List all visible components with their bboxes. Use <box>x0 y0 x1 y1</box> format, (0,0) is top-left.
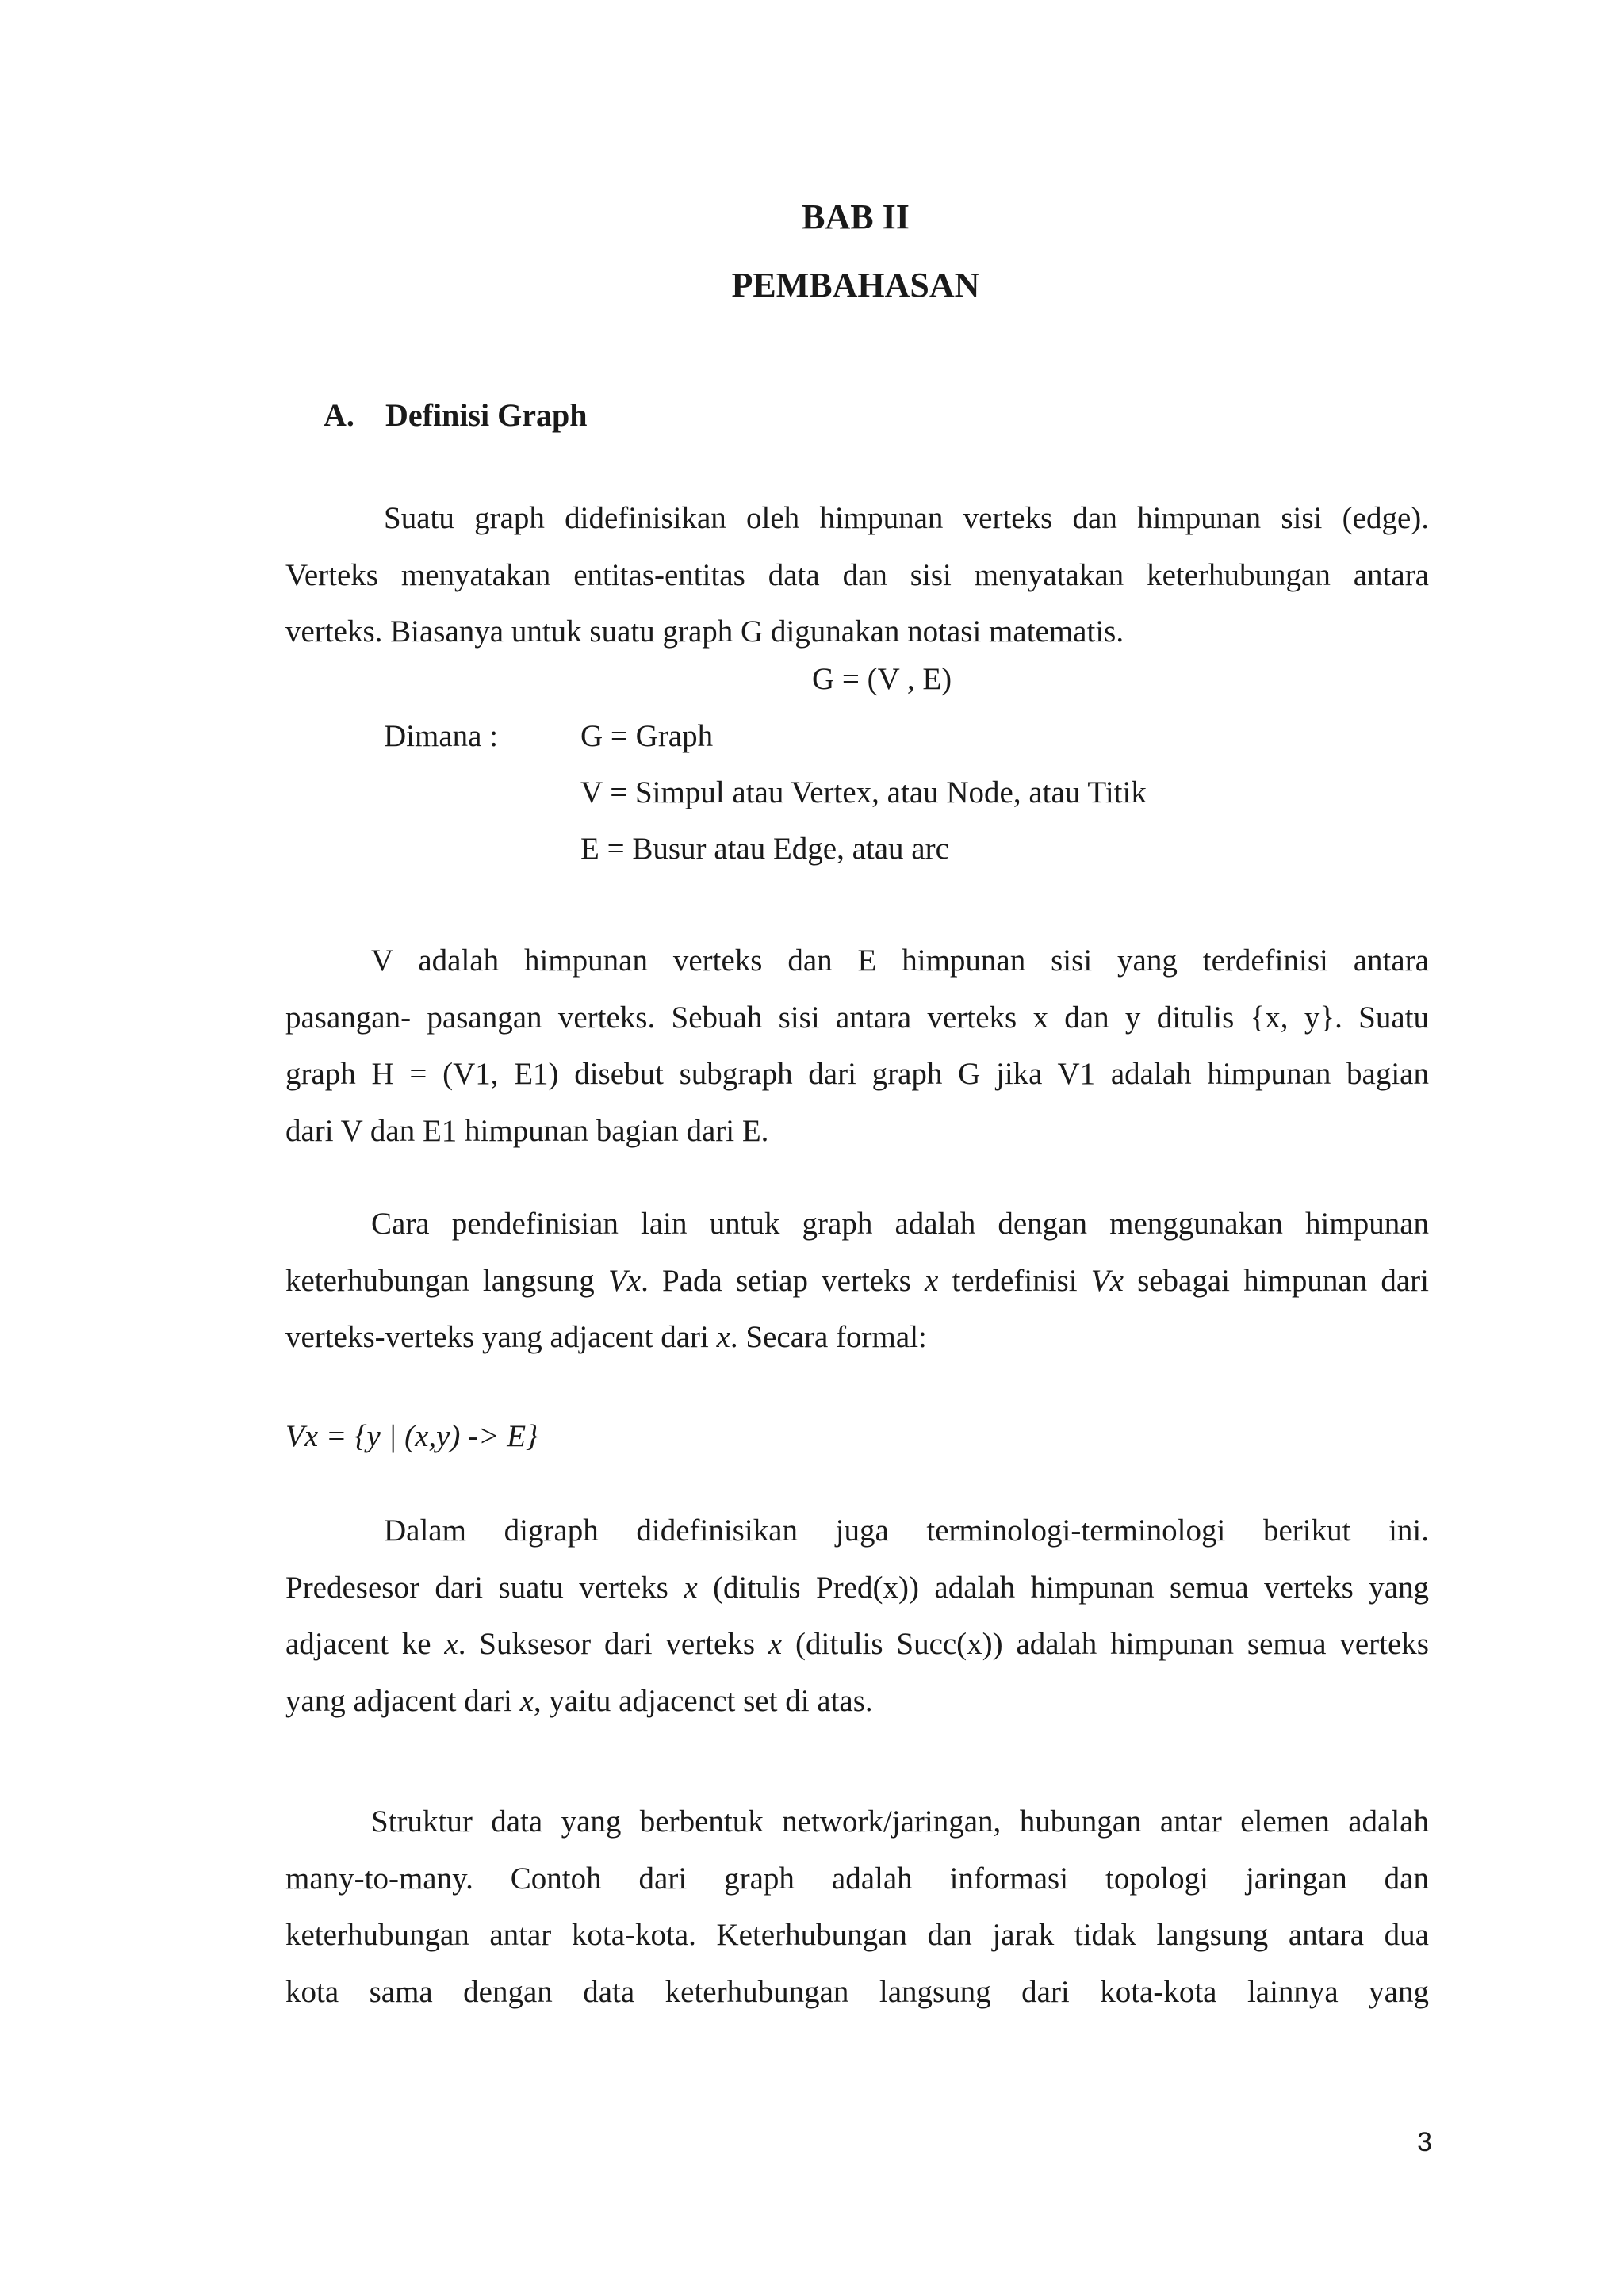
paragraph-definition <box>285 490 1429 660</box>
paragraph-line: Struktur data yang berbentuk network/jaringan, hubungan antar elemen adalah <box>371 1804 1429 1839</box>
paragraph-line <box>285 1616 1429 1673</box>
italic-run: x <box>519 1683 534 1718</box>
paragraph-digraph <box>285 1502 1429 1729</box>
paragraph-line: V adalah himpunan verteks dan E himpunan sisi yang terdefinisi antara <box>371 943 1429 978</box>
text-run: (ditulis Pred(x)) adalah himpunan semua verteks yang <box>697 1570 1430 1605</box>
paragraph-adjacency <box>285 1196 1429 1366</box>
italic-run: x <box>924 1263 939 1298</box>
paragraph-line: graph H = (V1, E1) disebut subgraph dari graph G jika V1 adalah himpunan bagian <box>285 1057 1429 1091</box>
section-heading <box>324 396 587 434</box>
text-run: terdefinisi <box>938 1263 1091 1298</box>
chapter-title: PEMBAHASAN <box>731 266 980 304</box>
formula-vx: Vx = {y | (x,y) -> E} <box>285 1419 538 1453</box>
text-run: , yaitu adjacenct set di atas. <box>533 1683 873 1718</box>
definitions-label: Dimana : <box>384 719 499 753</box>
paragraph-subgraph <box>285 932 1429 1159</box>
paragraph-line <box>285 1673 1429 1730</box>
italic-run: Vx <box>1090 1263 1124 1298</box>
section-title: Definisi Graph <box>385 397 588 433</box>
paragraph-line: pasangan- pasangan verteks. Sebuah sisi antara verteks x dan y ditulis {x, y}. Suatu <box>285 1000 1429 1035</box>
paragraph-line: Dalam digraph didefinisikan juga terminologi-terminologi berikut ini. <box>384 1513 1429 1548</box>
paragraph-line: Cara pendefinisian lain untuk graph adalah dengan menggunakan himpunan <box>371 1207 1429 1241</box>
section-number: A. <box>324 397 354 433</box>
text-run: sebagai himpunan dari <box>1123 1263 1429 1298</box>
definition-item: G = Graph <box>580 719 714 753</box>
italic-run: x <box>684 1570 698 1605</box>
italic-run: x <box>768 1627 783 1661</box>
paragraph-line: many-to-many. Contoh dari graph adalah informasi topologi jaringan dan <box>285 1861 1429 1896</box>
text-run: verteks-verteks yang adjacent dari <box>285 1320 717 1354</box>
paragraph-line: Verteks menyatakan entitas-entitas data dan sisi menyatakan keterhubungan antara <box>285 557 1429 592</box>
paragraph-network <box>285 1793 1429 2020</box>
paragraph-line: keterhubungan antar kota-kota. Keterhubungan dan jarak tidak langsung antara dua <box>285 1918 1429 1952</box>
text-run: Predesesor dari suatu verteks <box>285 1570 684 1605</box>
page-number: 3 <box>1417 2127 1432 2157</box>
text-run: yang adjacent dari <box>285 1683 520 1718</box>
definition-item: E = Busur atau Edge, atau arc <box>580 832 949 866</box>
paragraph-line: verteks. Biasanya untuk suatu graph G digunakan notasi matematis. <box>285 614 1124 649</box>
italic-run: Vx <box>607 1263 642 1298</box>
paragraph-line: Suatu graph didefinisikan oleh himpunan verteks dan himpunan sisi (edge). <box>384 501 1429 535</box>
formula-graph: G = (V , E) <box>812 662 952 696</box>
paragraph-line <box>285 1309 1429 1366</box>
paragraph-line <box>285 1559 1429 1617</box>
italic-run: x <box>444 1627 458 1661</box>
paragraph-line <box>285 1253 1429 1310</box>
text-run: adjacent ke <box>285 1627 445 1661</box>
text-run: keterhubungan langsung <box>285 1263 608 1298</box>
paragraph-line: dari V dan E1 himpunan bagian dari E. <box>285 1113 769 1148</box>
chapter-label: BAB II <box>802 197 910 236</box>
text-run: . Secara formal: <box>730 1320 927 1354</box>
text-run: . Suksesor dari verteks <box>458 1627 768 1661</box>
paragraph-line: kota sama dengan data keterhubungan langsung dari kota-kota lainnya yang <box>285 1974 1429 2009</box>
definition-item: V = Simpul atau Vertex, atau Node, atau Titik <box>580 775 1147 809</box>
text-run: . Pada setiap verteks <box>641 1263 925 1298</box>
text-run: (ditulis Succ(x)) adalah himpunan semua verteks <box>782 1627 1429 1661</box>
italic-run: x <box>716 1320 730 1354</box>
